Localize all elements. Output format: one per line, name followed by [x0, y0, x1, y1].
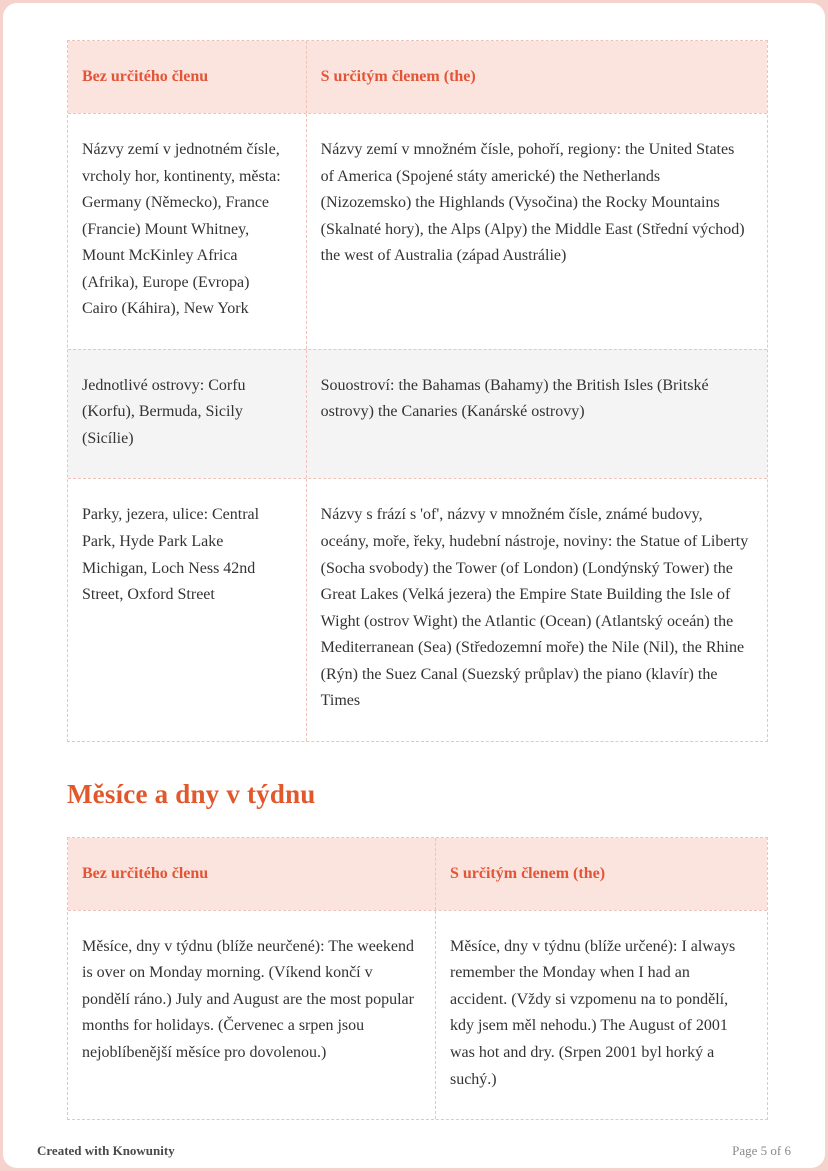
articles-table-2	[67, 837, 768, 1120]
table-row	[68, 113, 767, 349]
column-header-with-article: S určitým členem (the)	[306, 41, 767, 113]
table-row	[68, 910, 767, 1119]
footer-branding: Created with Knowunity	[37, 1143, 175, 1158]
table-header-row	[68, 838, 767, 910]
articles-table-1	[67, 40, 768, 742]
table-row	[68, 478, 767, 740]
table-cell-right: Měsíce, dny v týdnu (blíže určené): I always remember the Monday when I had an accident. (Vždy si vzpomenu na to pondělí, kdy jsem měl nehodu.) The August of 2001 was hot and dry. (Srpen 2001 byl horký a suchý.)	[435, 911, 767, 1119]
column-header-with-article: S určitým členem (the)	[435, 838, 767, 910]
table-cell-left: Parky, jezera, ulice: Central Park, Hyde Park Lake Michigan, Loch Ness 42nd Street, Oxford Street	[82, 506, 260, 604]
table-cell-left: Měsíce, dny v týdnu (blíže neurčené): The weekend is over on Monday morning. (Víkend končí v pondělí ráno.) July and August are the most popular months for holidays. (Červenec a srpen jsou nejoblíbenější měsíce pro dovolenou.)	[82, 937, 415, 1062]
section-heading: Měsíce a dny v týdnu	[67, 778, 316, 809]
table-cell-left: Jednotlivé ostrovy: Corfu (Korfu), Bermuda, Sicily (Sicílie)	[82, 376, 246, 447]
table-row	[68, 349, 767, 479]
page-content	[3, 3, 825, 1120]
page-number: Page 5 of 6	[732, 1143, 791, 1158]
document-page	[3, 3, 825, 1168]
table-header-row	[68, 41, 767, 113]
table-cell-right: Názvy s frází s 'of', názvy v množném čísle, známé budovy, oceány, moře, řeky, hudební nástroje, noviny: the Statue of Liberty (Socha svobody) the Tower (of London) (Londýnský Tower) the Great Lakes (Velká jezera) the Empire State Building the Isle of Wight (ostrov Wight) the Atlantic (Ocean) (Atlantský oceán) the Mediterranean (Sea) (Středozemní moře) the Nile (Nil), the Rhine (Rýn) the Suez Canal (Suezský průplav) the piano (klavír) the Times	[306, 479, 767, 740]
table-cell-right: Názvy zemí v množném čísle, pohoří, regiony: the United States of America (Spojené státy americké) the Netherlands (Nizozemsko) the Highlands (Vysočina) the Rocky Mountains (Skalnaté hory), the Alps (Alpy) the Middle East (Střední východ) the west of Australia (západ Austrálie)	[306, 114, 767, 349]
column-header-no-article: Bez určitého členu	[68, 41, 306, 113]
column-header-no-article: Bez určitého členu	[68, 838, 435, 910]
page-footer	[3, 1143, 825, 1159]
table-cell-right: Souostroví: the Bahamas (Bahamy) the British Isles (Britské ostrovy) the Canaries (Kanárské ostrovy)	[306, 350, 767, 479]
table-cell-left: Názvy zemí v jednotném čísle, vrcholy hor, kontinenty, města: Germany (Německo), France (Francie) Mount Whitney, Mount McKinley Africa (Afrika), Europe (Evropa) Cairo (Káhira), New York	[82, 141, 281, 318]
